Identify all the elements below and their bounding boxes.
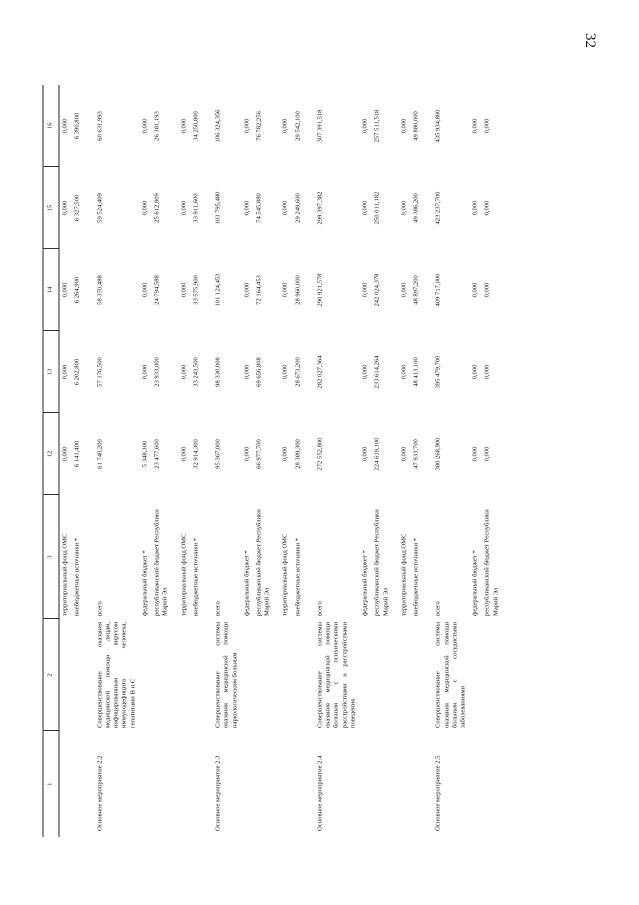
table-row	[371, 85, 394, 837]
activity-cell: Основное мероприятие 2.4	[315, 755, 323, 831]
value-cell: 28 960,000	[293, 275, 301, 305]
description-cell	[371, 619, 394, 731]
table-row	[469, 85, 481, 837]
value-cell: 282 027,364	[315, 355, 323, 389]
value-cell: 69 656,808	[254, 357, 262, 387]
value-cell: 272 552,800	[315, 437, 323, 471]
value-cell: 0,000	[179, 118, 187, 134]
value-cell: 0,000	[61, 446, 69, 462]
table-row	[175, 85, 190, 837]
table-row	[190, 85, 207, 837]
value-cell: 6 141,400	[73, 440, 81, 468]
value-cell: 307 391,518	[315, 109, 323, 143]
description-cell: Совершенствование оказания медицинской помощи лицам, инфицированным вирусом иммунодефицита человека, гепатитами B и C	[95, 622, 136, 728]
value-cell: 435 934,800	[434, 109, 442, 143]
activity-cell: Основное мероприятие 2.3	[214, 755, 222, 831]
value-cell: 0,000	[361, 364, 369, 380]
table-row	[89, 85, 139, 837]
funding-source-cell: республиканский бюджет Республики Марий Эл	[254, 509, 271, 616]
value-cell: 106 324,356	[214, 109, 222, 143]
value-cell: 0,000	[483, 282, 491, 298]
value-cell: 103 795,480	[214, 191, 222, 225]
value-cell: 6 264,900	[73, 276, 81, 304]
activity-cell	[253, 731, 276, 837]
value-cell: 423 237,700	[434, 191, 442, 225]
value-cell: 48 897,200	[412, 275, 420, 305]
value-cell: 0,000	[281, 200, 289, 216]
description-cell	[410, 619, 427, 731]
page-number: 32	[582, 33, 598, 48]
description-cell	[276, 619, 291, 731]
value-cell: 0,000	[471, 118, 479, 134]
value-cell: 0,000	[140, 364, 148, 380]
activity-cell	[151, 731, 174, 837]
value-cell: 28 673,200	[293, 357, 301, 387]
activity-cell	[190, 731, 207, 837]
value-cell: 49 880,000	[412, 111, 420, 141]
value-cell: 76 782,256	[254, 111, 262, 141]
value-cell: 23 933,000	[153, 357, 161, 387]
value-cell: 6 202,800	[73, 358, 81, 386]
value-cell: 47 933,700	[412, 439, 420, 469]
value-cell: 29 249,600	[293, 193, 301, 223]
value-cell: 0,000	[179, 282, 187, 298]
funding-source-cell: территориальный фонд ОМС	[281, 533, 289, 616]
table-row	[359, 85, 371, 837]
funding-source-cell: всего	[434, 601, 442, 616]
value-cell: 23 477,600	[153, 439, 161, 469]
description-cell	[395, 619, 410, 731]
description-cell	[469, 619, 481, 731]
value-cell: 0,000	[399, 200, 407, 216]
value-cell: 95 367,000	[214, 439, 222, 469]
value-cell: 0,000	[140, 118, 148, 134]
value-cell: 0,000	[61, 364, 69, 380]
value-cell: 0,000	[281, 364, 289, 380]
activity-cell	[139, 731, 151, 837]
value-cell: 0,000	[361, 446, 369, 462]
funding-table	[42, 85, 502, 837]
value-cell: 6 327,500	[73, 194, 81, 222]
table-row	[481, 85, 501, 837]
value-cell: 74 545,880	[254, 193, 262, 223]
value-cell: 0,000	[281, 282, 289, 298]
funding-source-cell: федеральный бюджет *	[140, 550, 148, 616]
header-col-1: 1	[43, 731, 59, 837]
table-row	[139, 85, 151, 837]
funding-source-cell: территориальный фонд ОМС	[179, 533, 187, 616]
value-cell: 72 164,453	[254, 275, 262, 305]
header-col-15: 15	[43, 167, 59, 249]
value-cell: 0,000	[179, 446, 187, 462]
header-col-12: 12	[43, 413, 59, 495]
value-cell: 57 176,500	[95, 357, 103, 387]
value-cell: 299 397,382	[315, 191, 323, 225]
value-cell: 0,000	[399, 446, 407, 462]
table-row	[241, 85, 253, 837]
value-cell: 0,000	[471, 200, 479, 216]
value-cell: 48 413,100	[412, 357, 420, 387]
value-cell: 60 631,993	[95, 111, 103, 141]
funding-source-cell: внебюджетные источники *	[293, 537, 301, 616]
table-row	[253, 85, 276, 837]
value-cell: 0,000	[140, 200, 148, 216]
value-cell: 0,000	[179, 364, 187, 380]
value-cell: 0,000	[179, 200, 187, 216]
activity-cell: Основное мероприятие 2.2	[95, 755, 103, 831]
table-body	[59, 85, 502, 837]
funding-source-cell: всего	[214, 601, 222, 616]
value-cell: 25 612,809	[153, 193, 161, 223]
funding-source-cell: территориальный фонд ОМС	[399, 533, 407, 616]
activity-cell	[276, 731, 291, 837]
table-row	[151, 85, 174, 837]
rotated-table-container	[42, 85, 597, 837]
value-cell: 0,000	[242, 446, 250, 462]
funding-source-cell: федеральный бюджет *	[471, 550, 479, 616]
value-cell: 28 389,300	[293, 439, 301, 469]
value-cell: 58 370,488	[95, 275, 103, 305]
value-cell: 33 243,500	[191, 357, 199, 387]
value-cell: 250 011,182	[373, 191, 381, 225]
funding-source-cell: республиканский бюджет Республики Марий Эл	[373, 509, 389, 616]
table-row	[207, 85, 241, 837]
activity-cell	[175, 731, 190, 837]
value-cell: 395 479,700	[434, 355, 442, 389]
activity-cell	[410, 731, 427, 837]
value-cell: 0,000	[483, 200, 491, 216]
description-cell	[175, 619, 190, 731]
value-cell: 0,000	[61, 200, 69, 216]
funding-source-cell: внебюджетные источники *	[412, 537, 420, 616]
value-cell: 0,000	[361, 200, 369, 216]
value-cell: 33 911,600	[191, 193, 199, 223]
header-col-16: 16	[43, 85, 59, 167]
value-cell: 0,000	[361, 282, 369, 298]
value-cell: 0,000	[399, 118, 407, 134]
funding-source-cell: территориальный фонд ОМС	[61, 533, 69, 616]
value-cell: 34 250,800	[191, 111, 199, 141]
description-cell: Совершенствование системы оказания медицинской помощи больным с психическими расстройствами и расстройствами поведения	[315, 622, 356, 728]
value-cell: 0,000	[281, 118, 289, 134]
value-cell: 0,000	[399, 364, 407, 380]
header-col-3: 3	[43, 495, 59, 619]
activity-cell	[241, 731, 253, 837]
value-cell: 0,000	[483, 364, 491, 380]
table-row	[71, 85, 88, 837]
header-row	[43, 85, 59, 837]
description-cell	[151, 619, 174, 731]
description-cell	[139, 619, 151, 731]
value-cell: 33 575,900	[191, 275, 199, 305]
value-cell: 233 614,264	[373, 355, 381, 389]
description-cell: Совершенствование системы оказания медицинской помощи наркологическим больным	[214, 622, 238, 728]
description-cell	[359, 619, 371, 731]
value-cell: 242 024,378	[373, 273, 381, 307]
value-cell: 0,000	[242, 118, 250, 134]
funding-source-cell: республиканский бюджет Республики Марий Эл	[483, 509, 499, 616]
activity-cell	[371, 731, 394, 837]
value-cell: 380 268,900	[434, 437, 442, 471]
value-cell: 0,000	[61, 118, 69, 134]
table-row	[427, 85, 469, 837]
value-cell: 0,000	[242, 364, 250, 380]
description-cell	[71, 619, 88, 731]
activity-cell	[292, 731, 309, 837]
value-cell: 0,000	[483, 446, 491, 462]
activity-cell	[59, 731, 72, 837]
value-cell: 6 390,800	[73, 112, 81, 140]
value-cell: 0,000	[399, 282, 407, 298]
value-cell: 98 330,008	[214, 357, 222, 387]
value-cell: 29 542,100	[293, 111, 301, 141]
value-cell: 49 386,200	[412, 193, 420, 223]
table-row	[276, 85, 291, 837]
value-cell: 0,000	[471, 364, 479, 380]
activity-cell	[395, 731, 410, 837]
funding-source-cell: федеральный бюджет *	[361, 550, 369, 616]
value-cell: 0,000	[61, 282, 69, 298]
header-col-14: 14	[43, 249, 59, 331]
header-col-13: 13	[43, 331, 59, 413]
table-row	[395, 85, 410, 837]
value-cell: 409 717,000	[434, 273, 442, 307]
header-col-2: 2	[43, 619, 59, 731]
value-cell: 224 619,100	[373, 437, 381, 471]
activity-cell	[469, 731, 481, 837]
value-cell: 0,000	[242, 200, 250, 216]
value-cell: 66 977,700	[254, 439, 262, 469]
value-cell: 0,000	[242, 282, 250, 298]
description-cell	[292, 619, 309, 731]
value-cell: 61 740,200	[95, 439, 103, 469]
funding-source-cell: внебюджетные источники *	[73, 537, 81, 616]
value-cell: 101 124,453	[214, 273, 222, 307]
description-cell	[253, 619, 276, 731]
activity-cell: Основное мероприятие 2.5	[434, 755, 442, 831]
table-row	[59, 85, 72, 837]
value-cell: 24 794,588	[153, 275, 161, 305]
value-cell: 59 524,409	[95, 193, 103, 223]
value-cell: 0,000	[361, 118, 369, 134]
activity-cell	[71, 731, 88, 837]
value-cell: 5 348,300	[140, 440, 148, 468]
value-cell: 0,000	[483, 118, 491, 134]
description-cell	[481, 619, 501, 731]
value-cell: 26 381,193	[153, 111, 161, 141]
description-cell	[241, 619, 253, 731]
table-row	[292, 85, 309, 837]
value-cell: 0,000	[281, 446, 289, 462]
funding-source-cell: республиканский бюджет Республики Марий Эл	[153, 509, 169, 616]
description-cell	[59, 619, 72, 731]
funding-source-cell: внебюджетные источники *	[191, 537, 199, 616]
value-cell: 0,000	[471, 446, 479, 462]
value-cell: 257 511,518	[373, 109, 381, 143]
description-cell	[190, 619, 207, 731]
description-cell: Совершенствование системы оказания медицинской помощи больным с сосудистыми заболеваниями	[434, 622, 466, 728]
table-row	[410, 85, 427, 837]
value-cell: 290 921,578	[315, 273, 323, 307]
value-cell: 0,000	[140, 282, 148, 298]
funding-source-cell: федеральный бюджет *	[242, 550, 250, 616]
funding-source-cell: всего	[95, 601, 103, 616]
funding-source-cell: всего	[315, 601, 323, 616]
activity-cell	[359, 731, 371, 837]
value-cell: 32 914,300	[191, 439, 199, 469]
value-cell: 0,000	[471, 282, 479, 298]
activity-cell	[481, 731, 501, 837]
table-row	[309, 85, 359, 837]
